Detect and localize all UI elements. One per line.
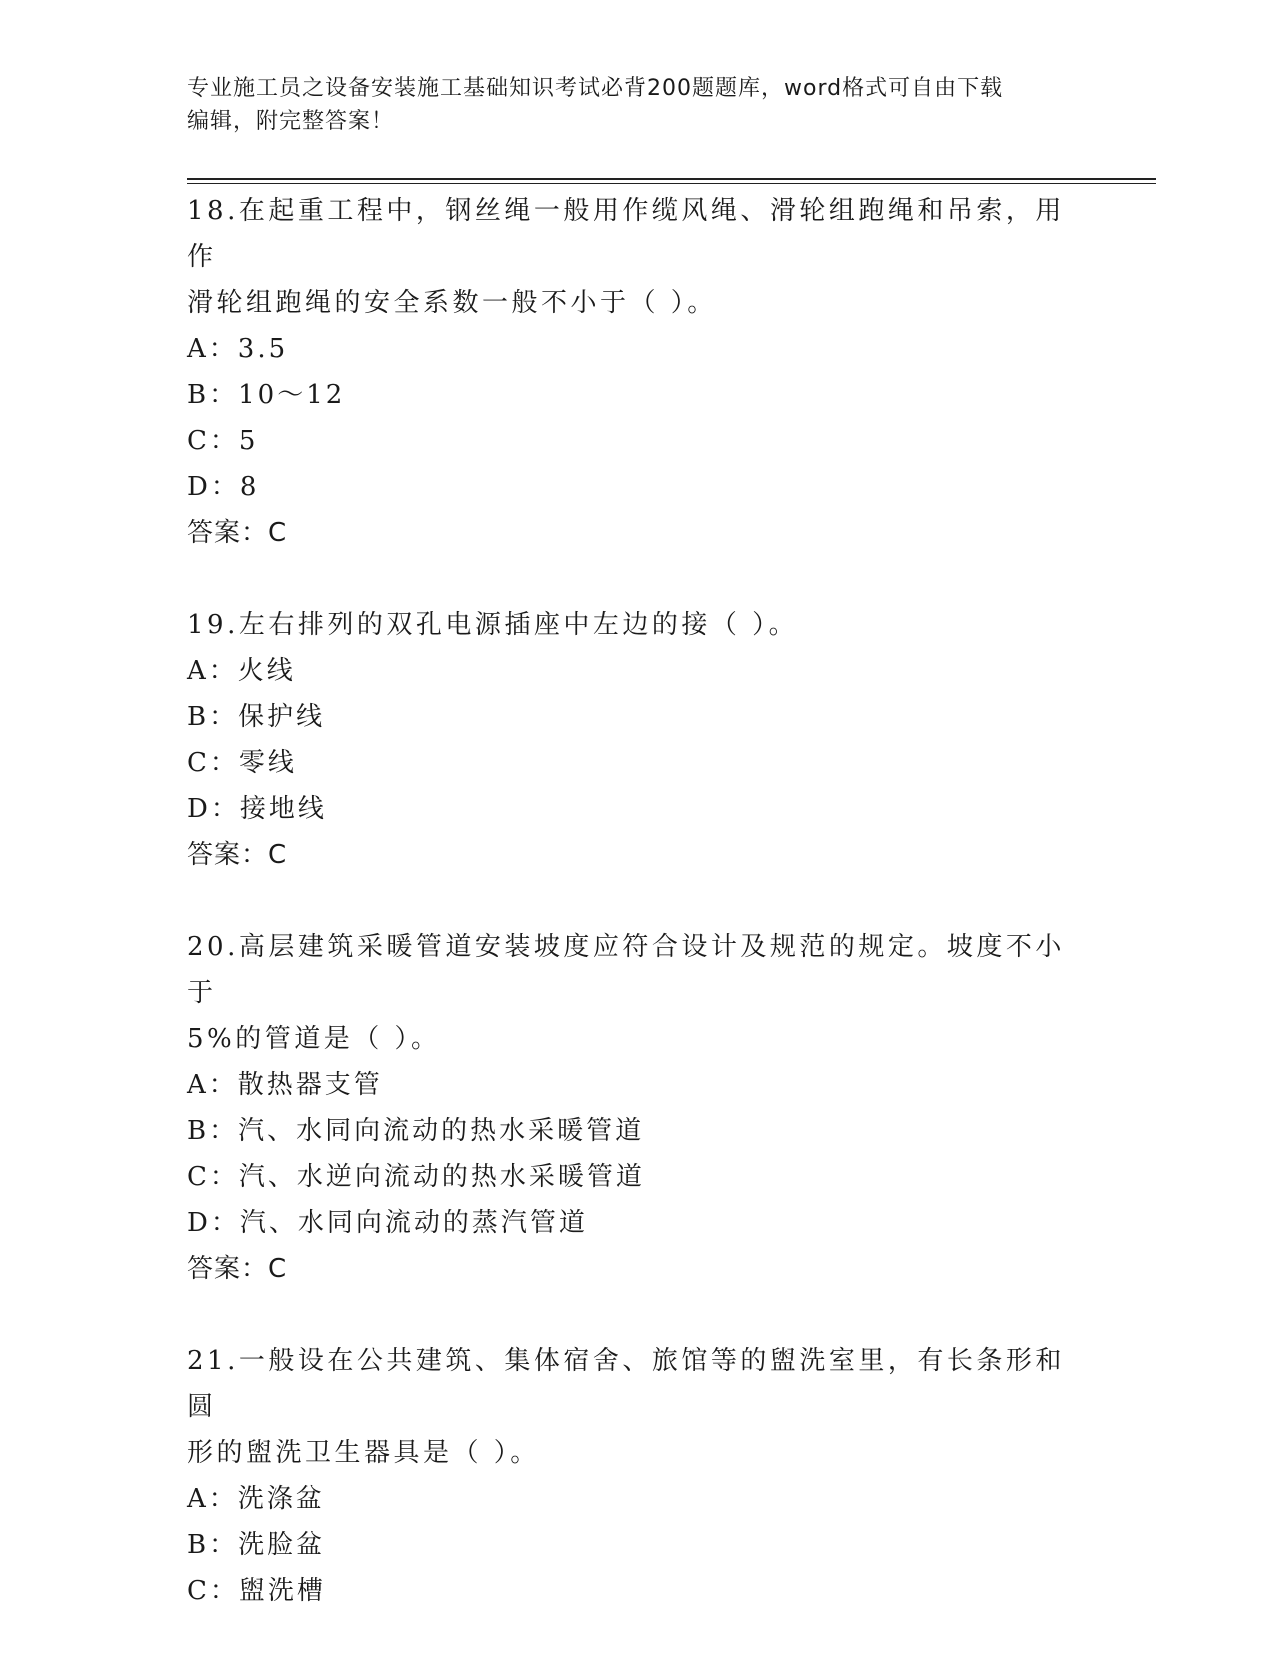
option-d: D：8	[187, 472, 260, 502]
question-18	[187, 188, 1087, 556]
answer: 答案：C	[187, 840, 288, 870]
option-b: B：洗脸盆	[187, 1530, 326, 1560]
question-stem-line: 滑轮组跑绳的安全系数一般不小于（ ）。	[187, 288, 717, 318]
option-a: A：洗涤盆	[187, 1484, 325, 1514]
option-a: A：散热器支管	[187, 1070, 383, 1100]
option-b: B：汽、水同向流动的热水采暖管道	[187, 1116, 645, 1146]
option-b: B：保护线	[187, 702, 326, 732]
option-c: C：5	[187, 426, 259, 456]
option-d: D：接地线	[187, 794, 327, 824]
answer: 答案：C	[187, 1254, 288, 1284]
question-stem-line: 20.高层建筑采暖管道安装坡度应符合设计及规范的规定。坡度不小于	[187, 932, 1065, 1008]
question-stem-line: 19.左右排列的双孔电源插座中左边的接（ ）。	[187, 610, 799, 640]
question-list	[187, 188, 1087, 1660]
option-a: A：火线	[187, 656, 296, 686]
option-a: A：3.5	[187, 334, 289, 364]
option-c: C：盥洗槽	[187, 1576, 326, 1606]
header-line-2: 编辑，附完整答案！	[187, 109, 395, 134]
answer: 答案：C	[187, 518, 288, 548]
option-c: C：汽、水逆向流动的热水采暖管道	[187, 1162, 645, 1192]
document-header	[187, 72, 1087, 138]
question-19	[187, 602, 1087, 878]
question-stem-line: 18.在起重工程中，钢丝绳一般用作缆风绳、滑轮组跑绳和吊索，用作	[187, 196, 1065, 272]
header-line-1: 专业施工员之设备安装施工基础知识考试必背200题题库，word格式可自由下载	[187, 76, 1004, 101]
option-c: C：零线	[187, 748, 297, 778]
header-divider-thick	[187, 178, 1156, 180]
question-stem-line: 形的盥洗卫生器具是（ ）。	[187, 1438, 540, 1468]
question-stem-line: 21.一般设在公共建筑、集体宿舍、旅馆等的盥洗室里，有长条形和圆	[187, 1346, 1065, 1422]
question-21	[187, 1338, 1087, 1614]
question-20	[187, 924, 1087, 1292]
option-b: B：10～12	[187, 380, 346, 410]
header-divider-thin	[187, 183, 1156, 184]
question-stem-line: 5%的管道是（ ）。	[187, 1024, 441, 1054]
option-d: D：汽、水同向流动的蒸汽管道	[187, 1208, 588, 1238]
